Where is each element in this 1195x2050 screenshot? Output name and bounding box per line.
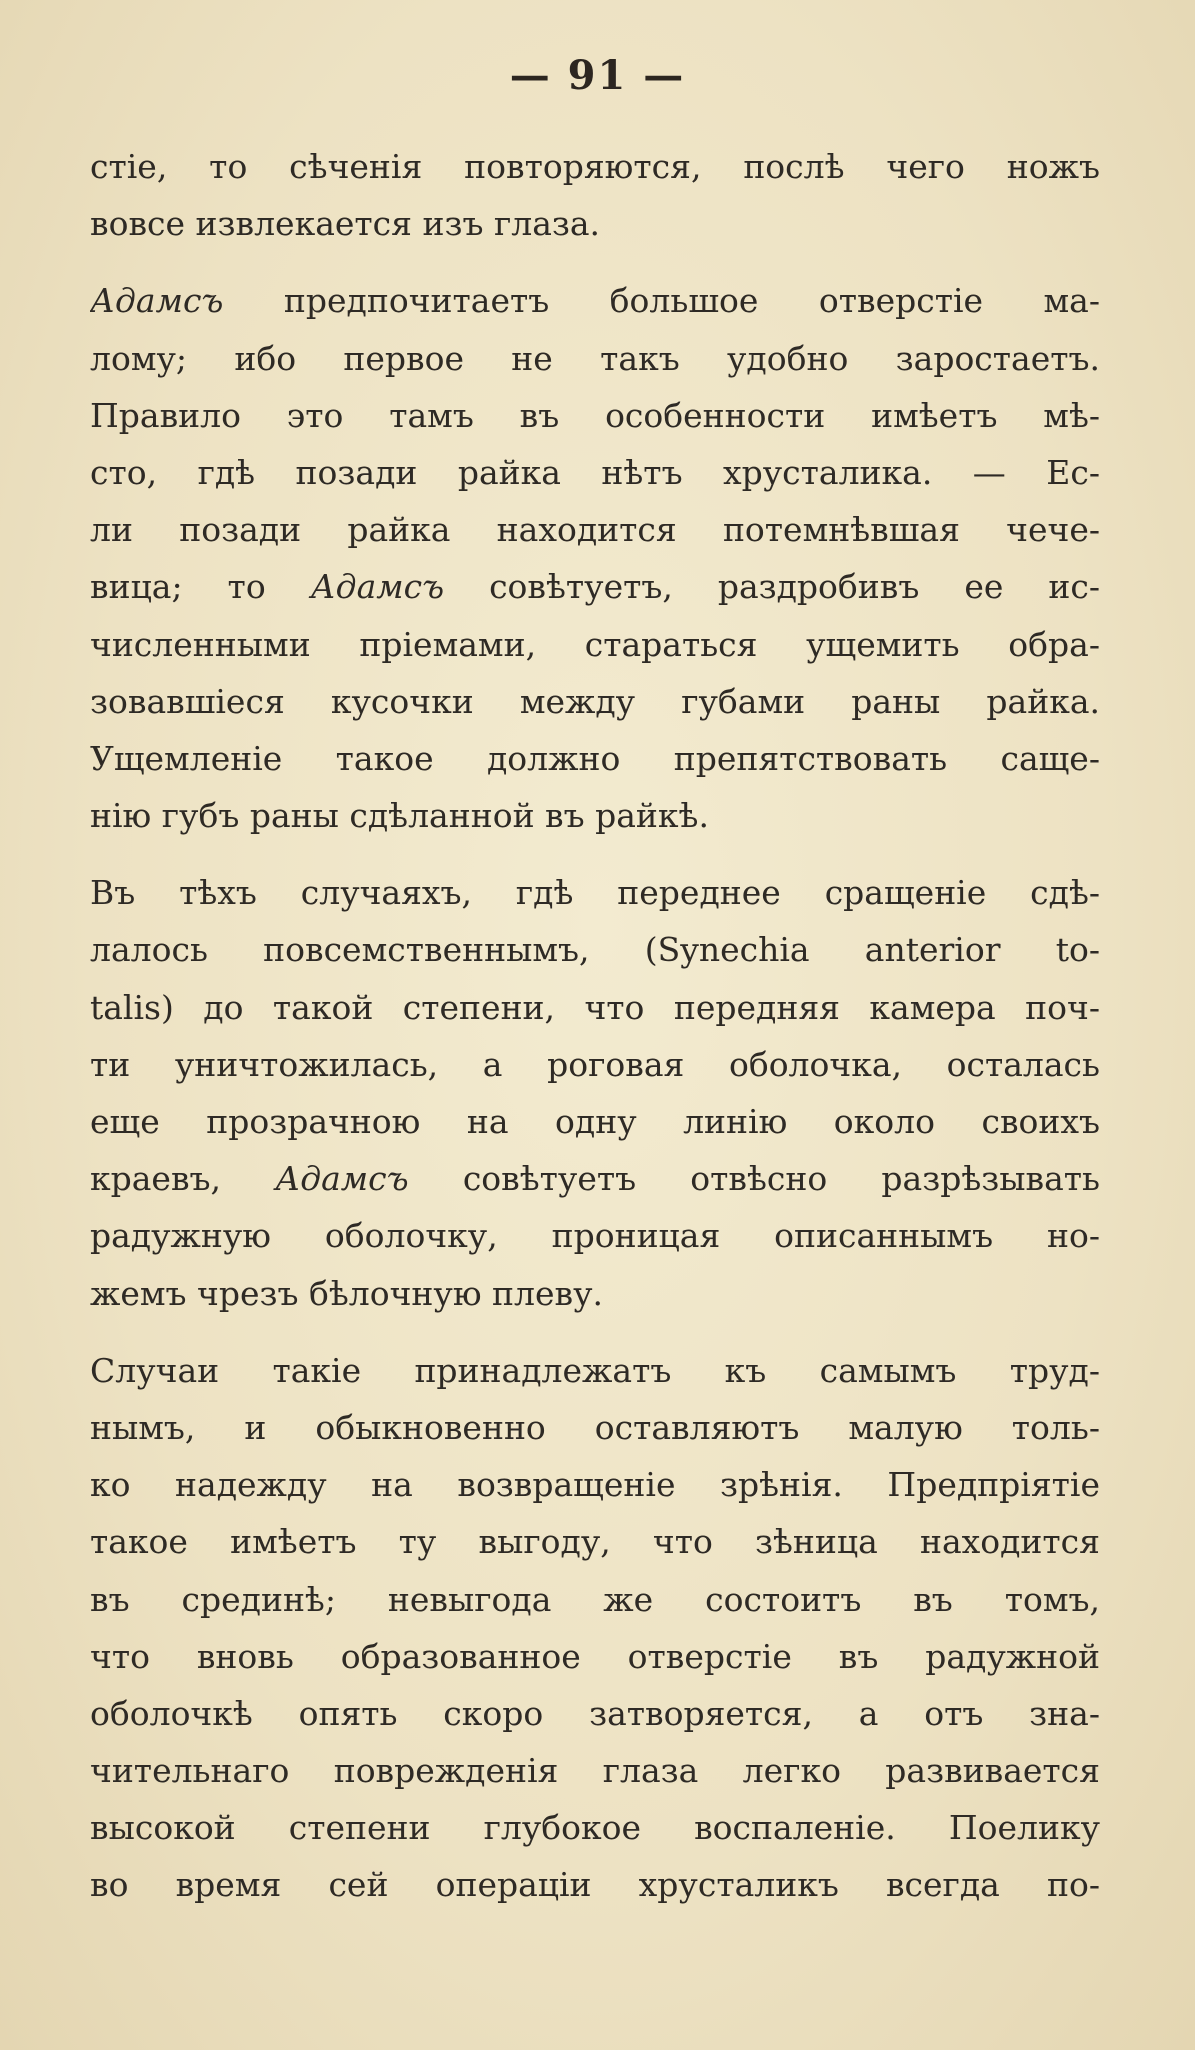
- text-line: ли позади райка находится потемнѣвшая чече-: [90, 510, 1100, 550]
- text-line: нію губъ раны сдѣланной въ райкѣ.: [90, 796, 709, 836]
- text-line: ко надежду на возвращеніе зрѣнія. Предпріятіе: [90, 1465, 1100, 1505]
- text-line: вовсе извлекается изъ глаза.: [90, 204, 601, 244]
- paragraph-3: [90, 864, 1100, 1322]
- author-name: Адамсъ: [275, 1159, 409, 1199]
- text-line: еще прозрачною на одну линію около своихъ: [90, 1102, 1100, 1141]
- text-line: что вновь образованное отверстіе въ радужной: [90, 1636, 1100, 1676]
- text-line: нымъ, и обыкновенно оставляютъ малую толь-: [90, 1407, 1100, 1447]
- text-line: Правило это тамъ въ особенности имѣетъ мѣ-: [90, 395, 1100, 435]
- author-name: Адамсъ: [310, 567, 445, 607]
- text-line: Адамсъ предпочитаетъ большое отверстіе ма-: [90, 281, 1100, 321]
- author-name: Адамсъ: [90, 281, 224, 321]
- body-text: [90, 138, 1100, 1914]
- text-line: оболочкѣ опять скоро затворяется, а отъ зна-: [90, 1693, 1100, 1733]
- text-line: жемъ чрезъ бѣлочную плеву.: [90, 1273, 604, 1313]
- text-line: такое имѣетъ ту выгоду, что зѣница находится: [90, 1522, 1100, 1562]
- paragraph-1: [90, 138, 1100, 252]
- page-number: — 91 —: [509, 52, 686, 99]
- paragraph-4: [90, 1342, 1100, 1914]
- text-line: лалось повсемственнымъ, (Synechia anterior to-: [90, 930, 1100, 970]
- text-line: радужную оболочку, проницая описаннымъ но-: [90, 1216, 1100, 1256]
- text-line: краевъ, Адамсъ совѣтуетъ отвѣсно разрѣзывать: [90, 1159, 1100, 1199]
- text-line: ти уничтожилась, а роговая оболочка, осталась: [90, 1044, 1100, 1084]
- text-line: численными пріемами, стараться ущемить обра-: [90, 624, 1100, 664]
- text-line: высокой степени глубокое воспаленіе. Поелику: [90, 1808, 1100, 1848]
- text-line: Случаи такіе принадлежатъ къ самымъ труд-: [90, 1350, 1100, 1390]
- text-line: talis) до такой степени, что передняя камера поч-: [90, 987, 1100, 1027]
- text-line: сто, гдѣ позади райка нѣтъ хрусталика. — Ес-: [90, 452, 1100, 492]
- text-line: стіе, то сѣченія повторяются, послѣ чего ножъ: [90, 147, 1100, 186]
- text-line: Въ тѣхъ случаяхъ, гдѣ переднее сращеніе сдѣ-: [90, 873, 1100, 913]
- text-line: Ущемленіе такое должно препятствовать саще-: [90, 738, 1100, 778]
- text-line: въ срединѣ; невыгода же состоитъ въ томъ,: [90, 1579, 1100, 1619]
- text-line: лому; ибо первое не такъ удобно заростаетъ.: [90, 338, 1100, 378]
- text-line: во время сей операціи хрусталикъ всегда по-: [90, 1865, 1100, 1905]
- text-line: чительнаго поврежденія глаза легко развивается: [90, 1751, 1100, 1791]
- text-line: зовавшіеся кусочки между губами раны райка.: [90, 681, 1100, 721]
- text-line: вица; то Адамсъ совѣтуетъ, раздробивъ ее ис-: [90, 567, 1100, 607]
- paragraph-2: [90, 272, 1100, 844]
